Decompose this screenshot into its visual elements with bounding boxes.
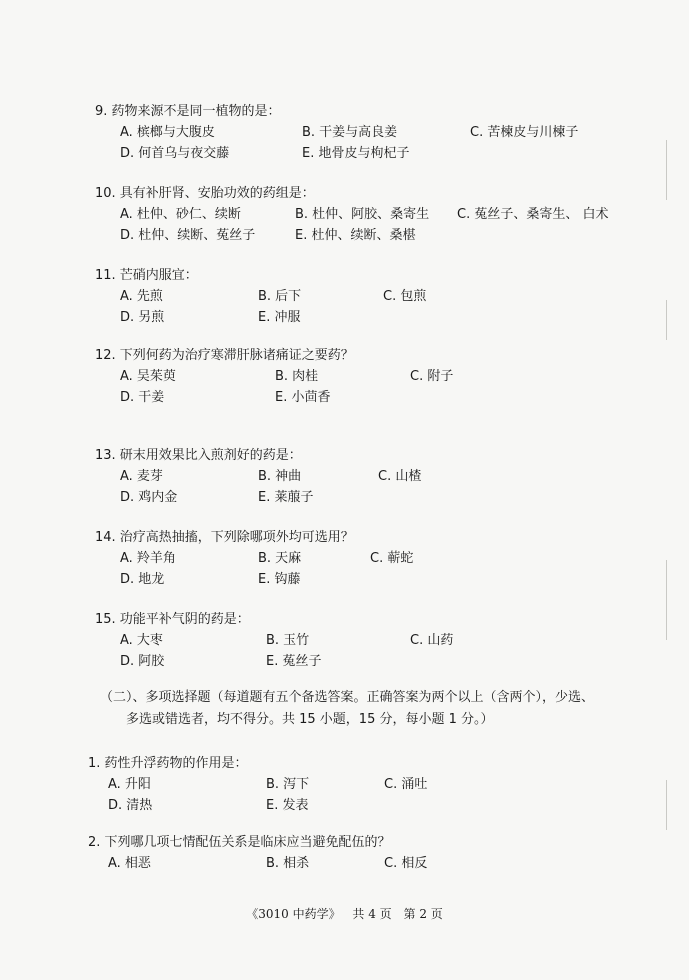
option-b: B. 泻下 — [266, 777, 310, 792]
option-d: D. 杜仲、续断、菟丝子 — [120, 228, 256, 243]
scan-edge-mark — [666, 560, 667, 640]
option-e: E. 莱菔子 — [258, 490, 314, 505]
question-stem: 13. 研末用效果比入煎剂好的药是： — [95, 448, 302, 463]
option-e: E. 冲服 — [258, 310, 301, 325]
option-a: A. 槟榔与大腹皮 — [120, 125, 215, 140]
option-e: E. 钩藤 — [258, 572, 301, 587]
option-a: A. 升阳 — [108, 777, 151, 792]
option-d: D. 干姜 — [120, 390, 165, 405]
question-stem: 2. 下列哪几项七情配伍关系是临床应当避免配伍的？ — [88, 835, 391, 850]
question-stem: 10. 具有补肝肾、安胎功效的药组是： — [95, 186, 315, 201]
scan-edge-mark — [666, 780, 667, 830]
question-stem: 11. 芒硝内服宜： — [95, 268, 198, 283]
option-a: A. 麦芽 — [120, 469, 163, 484]
option-b: B. 后下 — [258, 289, 302, 304]
option-e: E. 菟丝子 — [266, 654, 322, 669]
option-b: B. 神曲 — [258, 469, 302, 484]
page-footer — [0, 905, 689, 922]
option-e: E. 杜仲、续断、桑椹 — [295, 228, 416, 243]
section-heading-line-2: 多选或错选者，均不得分。共 15 小题，15 分，每小题 1 分。） — [126, 712, 494, 727]
option-c: C. 苦楝皮与川楝子 — [470, 125, 579, 140]
option-a: A. 先煎 — [120, 289, 163, 304]
option-c: C. 山楂 — [378, 469, 422, 484]
option-c: C. 附子 — [410, 369, 454, 384]
question-stem: 14. 治疗高热抽搐，下列除哪项外均可选用？ — [95, 530, 354, 545]
question-stem: 12. 下列何药为治疗寒滞肝脉诸痛证之要药？ — [95, 348, 354, 363]
question-stem: 15. 功能平补气阴的药是： — [95, 612, 250, 627]
option-b: B. 肉桂 — [275, 369, 319, 384]
option-d: D. 阿胶 — [120, 654, 165, 669]
option-b: B. 玉竹 — [266, 633, 310, 648]
option-e: E. 发表 — [266, 798, 309, 813]
page-number: 第 2 页 — [403, 907, 443, 921]
option-e: E. 小茴香 — [275, 390, 331, 405]
option-d: D. 清热 — [108, 798, 153, 813]
section-heading-line-1: （二）、多项选择题（每道题有五个备选答案。正确答案为两个以上（含两个），少选、 — [100, 690, 595, 705]
total-pages: 共 4 页 — [352, 907, 392, 921]
option-c: C. 山药 — [410, 633, 454, 648]
option-a: A. 吴茱萸 — [120, 369, 176, 384]
option-c: C. 相反 — [384, 856, 428, 871]
question-stem: 9. 药物来源不是同一植物的是： — [95, 104, 281, 119]
option-c: C. 蕲蛇 — [370, 551, 414, 566]
question-stem: 1. 药性升浮药物的作用是： — [88, 756, 248, 771]
option-e: E. 地骨皮与枸杞子 — [302, 146, 410, 161]
option-b: B. 相杀 — [266, 856, 310, 871]
option-b: B. 干姜与高良姜 — [302, 125, 398, 140]
scan-edge-mark — [666, 140, 667, 200]
option-a: A. 杜仲、砂仁、续断 — [120, 207, 241, 222]
option-d: D. 何首乌与夜交藤 — [120, 146, 230, 161]
option-b: B. 杜仲、阿胶、桑寄生 — [295, 207, 430, 222]
option-a: A. 羚羊角 — [120, 551, 176, 566]
option-d: D. 鸡内金 — [120, 490, 178, 505]
option-c: C. 菟丝子、桑寄生、 白术 — [457, 207, 609, 222]
course-title: 《3010 中药学》 — [246, 907, 341, 921]
option-c: C. 涌吐 — [384, 777, 428, 792]
option-d: D. 地龙 — [120, 572, 165, 587]
option-b: B. 天麻 — [258, 551, 302, 566]
option-d: D. 另煎 — [120, 310, 165, 325]
option-a: A. 大枣 — [120, 633, 163, 648]
option-c: C. 包煎 — [383, 289, 427, 304]
option-a: A. 相恶 — [108, 856, 151, 871]
section-heading — [100, 687, 630, 731]
scan-edge-mark — [666, 300, 667, 340]
